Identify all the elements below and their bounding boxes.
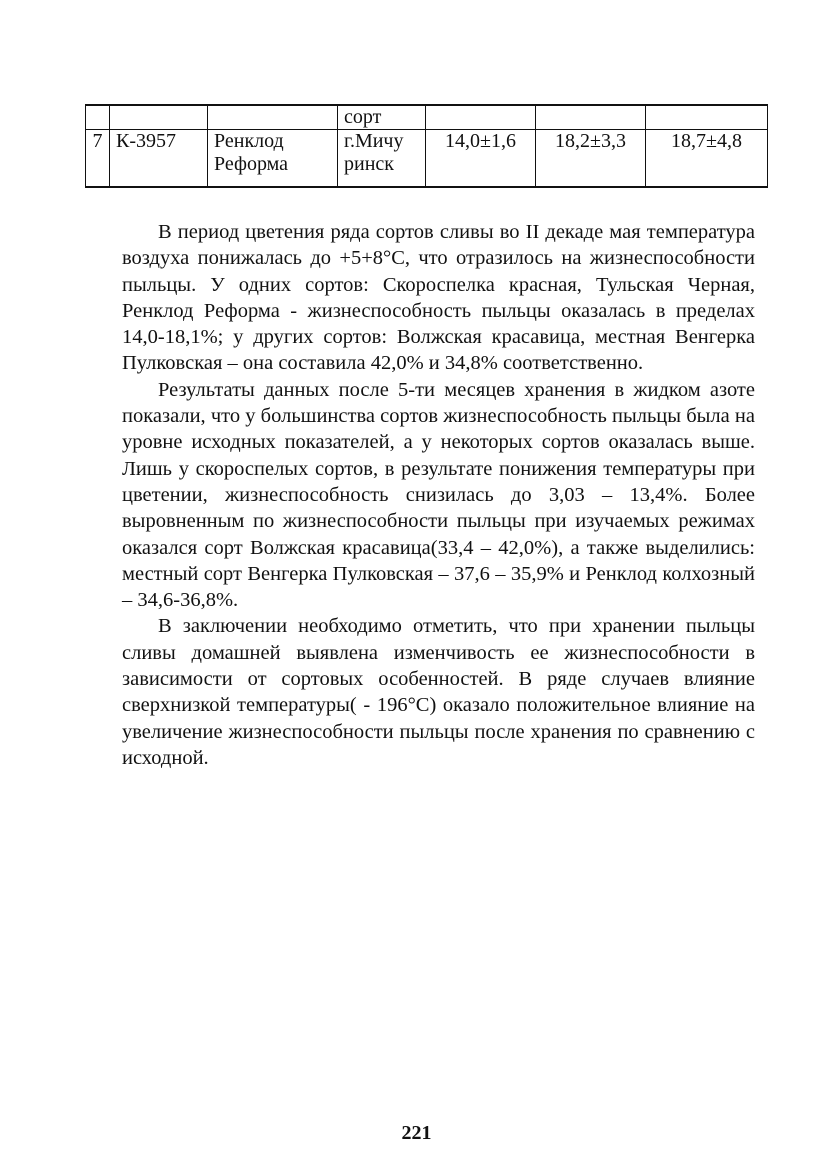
table-row [86, 130, 768, 188]
variety-origin [338, 130, 426, 188]
variety-name [208, 130, 338, 188]
table-header-cell: сорт [338, 105, 426, 130]
value-cell-3: 18,7±4,8 [646, 130, 768, 188]
variety-origin-line2: ринск [344, 153, 394, 175]
value-cell-1: 14,0±1,6 [426, 130, 536, 188]
page-number: 221 [401, 1122, 432, 1144]
table-header-cell [208, 105, 338, 130]
variety-origin-line1: г.Мичу [344, 130, 404, 152]
body-text [122, 219, 755, 771]
paragraph-3: В заключении необходимо отметить, что при хранении пыльцы сливы домашней выявлена изменчивость ее жизнеспособности в зависимости от сортовых особенностей. В ряде случаев влияние сверхнизкой температуры( - 196°С) оказало положительное влияние на увеличение жизнеспособности пыльцы после хранения по сравнению с исходной. [122, 615, 755, 769]
variety-code: К-3957 [110, 130, 208, 188]
results-table [85, 104, 768, 188]
variety-name-line1: Ренклод [214, 130, 284, 152]
value-cell-2: 18,2±3,3 [536, 130, 646, 188]
table-header-cell [110, 105, 208, 130]
paragraph-1: В период цветения ряда сортов сливы во II декаде мая температура воздуха понижалась до +5+8°С, что отразилось на жизнеспособности пыльцы. У одних сортов: Скороспелка красная, Тульская Черная, Ренклод Реформа - жизнеспособность пыльцы оказалась в пределах 14,0-18,1%; у других сортов: Волжская красавица, местная Венгерка Пулковская – она составила 42,0% и 34,8% соответственно. [122, 221, 755, 375]
variety-name-line2: Реформа [214, 153, 289, 175]
table-header-cell [646, 105, 768, 130]
paragraph-2: Результаты данных после 5-ти месяцев хранения в жидком азоте показали, что у большинства сортов жизнеспособность пыльцы была на уровне исходных показателей, а у некоторых сортов оказалась выше. Лишь у скороспелых сортов, в результате понижения температуры при цветении, жизнеспособность снизилась до 3,03 – 13,4%. Более выровненным по жизнеспособности пыльцы при изучаемых режимах оказался сорт Волжская красавица(33,4 – 42,0%), а также выделились: местный сорт Венгерка Пулковская – 37,6 – 35,9% и Ренклод колхозный – 34,6-36,8%. [122, 378, 755, 612]
row-number: 7 [86, 130, 110, 188]
table-header-cell [86, 105, 110, 130]
data-table-fragment [85, 104, 767, 188]
table-header-cell [426, 105, 536, 130]
table-header-cell [536, 105, 646, 130]
table-header-row [86, 105, 768, 130]
